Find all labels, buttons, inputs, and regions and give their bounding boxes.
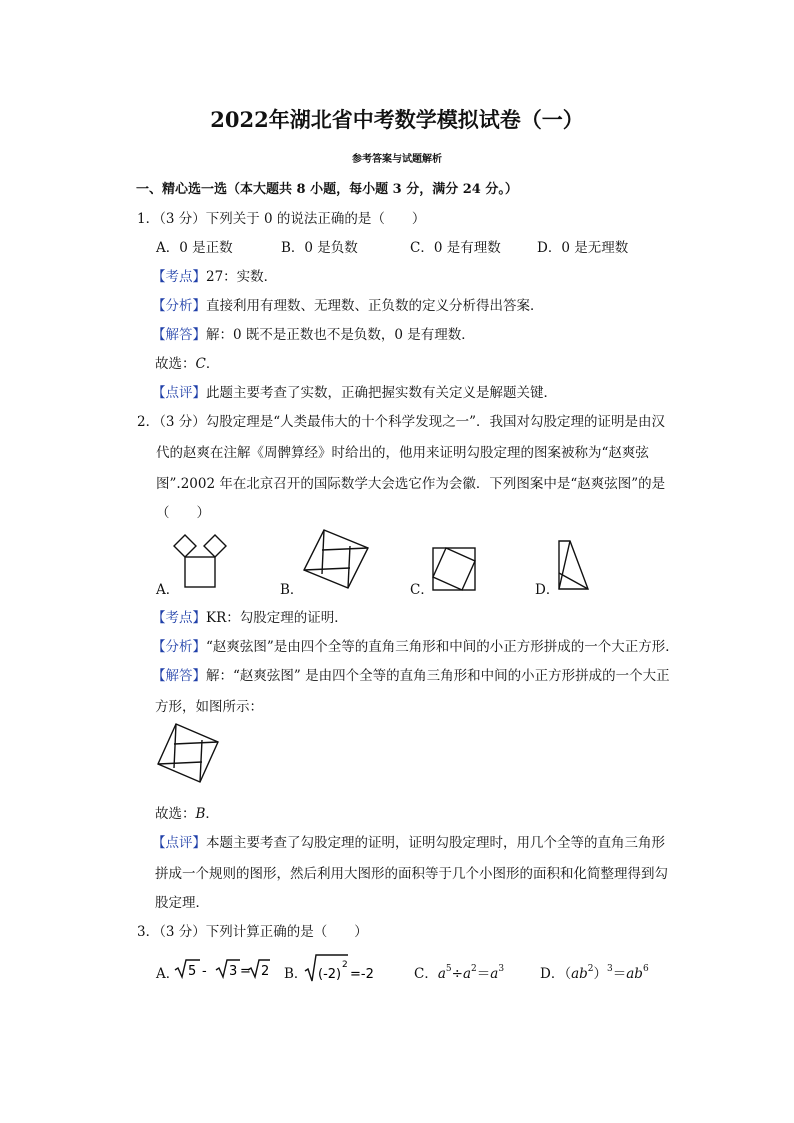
answer-prefix: 故选： (155, 806, 196, 822)
exponent: 3 (498, 964, 505, 974)
figure-option-d (556, 539, 590, 591)
q1-fenxi (152, 294, 544, 314)
q2-option-b-label: B． (280, 582, 304, 598)
q1-dianping (152, 381, 557, 401)
fig-sol-leg (174, 742, 218, 744)
q1-answer (155, 352, 219, 372)
q2-stem-line2: 代的赵爽在注解《周髀算经》时给出的，他用来证明勾股定理的图案被称为“赵爽弦 (156, 445, 649, 461)
q2-stem-line1: 2．（3 分）勾股定理是“人类最伟大的十个科学发现之一”．我国对勾股定理的证明是由汉 (137, 414, 666, 430)
fenxi-text: 直接利用有理数、无理数、正负数的定义分析得出答案． (206, 298, 544, 314)
exponent: 5 (445, 964, 452, 974)
q1-stem: 1．（3 分）下列关于 0 的说法正确的是（ ） (137, 211, 426, 227)
q2-dianping-line3: 股定理． (155, 895, 209, 911)
page-subtitle: 参考答案与试题解析 (352, 154, 442, 165)
fig-b-leg (304, 568, 350, 570)
q2-dianping-line1 (152, 831, 665, 851)
q1-jieda (152, 323, 475, 343)
q2-kaodian (152, 606, 348, 626)
fig-a-base-square (185, 557, 215, 587)
radicand: (-2) (318, 967, 342, 982)
var-a: a (437, 966, 446, 982)
fig-c-outer-square (433, 548, 475, 590)
fig-d-diagonal (559, 573, 588, 589)
radicand: 2 (261, 964, 270, 979)
answer-prefix: 故选： (155, 356, 196, 372)
fig-sol-leg (174, 724, 176, 768)
page-title: 2022年湖北省中考数学模拟试卷（一） (210, 107, 584, 132)
equals-sign: ＝ (612, 966, 627, 982)
q2-option-c-label: C． (410, 582, 434, 598)
answer-letter: C (195, 356, 206, 372)
figure-solution (156, 722, 220, 784)
answer-suffix: ． (205, 806, 219, 822)
section-heading: 一、精心选一选（本大题共 8 小题，每小题 3 分，满分 24 分。） (136, 182, 518, 197)
fig-sol-leg (200, 740, 202, 782)
fig-b-leg (322, 548, 368, 550)
divide-sign: ÷ (451, 966, 463, 982)
fig-sol-outer-square (158, 724, 218, 782)
var-ab: ab (571, 966, 588, 982)
dianping-tag: 【点评】 (152, 385, 206, 401)
dianping-text: 本题主要考查了勾股定理的证明，证明勾股定理时，用几个全等的直角三角形 (206, 835, 665, 851)
q2-stem-line3: 图”.2002 年在北京召开的国际数学大会选它作为会徽．下列图案中是“赵爽弦图”的是 (156, 476, 666, 492)
option-label: D． (540, 966, 565, 982)
fig-a-left-square (174, 535, 196, 557)
fig-d-diagonal (559, 541, 570, 589)
fig-a-right-square (204, 535, 226, 557)
q2-option-d-label: D． (535, 582, 560, 598)
q1-kaodian (152, 265, 277, 285)
option-label: C． (414, 966, 438, 982)
fig-d-outline (559, 541, 588, 589)
equals-sign: ＝ (476, 966, 491, 982)
kaodian-text: 27：实数． (206, 269, 278, 285)
q2-answer (155, 802, 219, 822)
kaodian-tag: 【考点】 (152, 269, 206, 285)
var-a: a (490, 966, 499, 982)
q1-option-c: C．0 是有理数 (410, 240, 501, 256)
q2-dianping-line2: 拼成一个规则的图形，然后利用大图形的面积等于几个小图形的面积和化简整理得到勾 (155, 866, 668, 882)
jieda-text: 解：0 既不是正数也不是负数，0 是有理数． (206, 327, 475, 343)
fig-b-leg (322, 530, 324, 574)
q3-option-c (414, 962, 504, 982)
q3-option-d (540, 962, 649, 982)
minus-sign: - (202, 964, 207, 979)
var-a: a (462, 966, 472, 982)
answer-suffix: ． (205, 356, 220, 372)
figure-option-c (432, 547, 476, 591)
rhs: =-2 (350, 967, 374, 982)
radicand: 3 (229, 964, 238, 979)
kaodian-tag: 【考点】 (152, 610, 206, 626)
paren: ） (593, 966, 608, 982)
q2-stem-line4: （ ） (156, 505, 210, 521)
jieda-tag: 【解答】 (152, 668, 206, 684)
fig-b-outer-square (304, 530, 368, 588)
fig-sol-leg (158, 762, 202, 764)
exponent: 3 (607, 964, 613, 974)
exponent: 2 (342, 960, 348, 970)
figure-option-b (302, 528, 370, 590)
fig-b-leg (348, 546, 350, 588)
q3-option-a-formula (174, 958, 270, 980)
jieda-text: 解：“赵爽弦图” 是由四个全等的直角三角形和中间的小正方形拼成的一个大正 (206, 668, 670, 684)
q1-option-d: D．0 是无理数 (537, 240, 629, 256)
kaodian-text: KR：勾股定理的证明． (206, 610, 348, 626)
q1-option-b: B．0 是负数 (281, 240, 358, 256)
q2-option-a-label: A． (156, 582, 180, 598)
fenxi-tag: 【分析】 (152, 298, 206, 314)
exponent: 2 (471, 964, 477, 974)
q2-fenxi (152, 635, 679, 655)
q2-jieda-line2: 方形，如图所示： (155, 699, 263, 715)
q2-jieda-line1 (152, 664, 670, 684)
radicand: 5 (188, 964, 197, 979)
fenxi-tag: 【分析】 (152, 639, 206, 655)
equals-sign: = (240, 964, 251, 979)
paren: （ (564, 966, 572, 982)
q1-option-a: A．0 是正数 (156, 240, 233, 256)
var-ab: ab (626, 966, 643, 982)
exponent: 2 (587, 964, 594, 974)
jieda-tag: 【解答】 (152, 327, 206, 343)
answer-letter: B (195, 806, 206, 822)
fig-c-inner-square (433, 548, 475, 590)
q3-stem: 3．（3 分）下列计算正确的是（ ） (137, 924, 368, 940)
q3-option-b-formula (304, 953, 384, 983)
dianping-text: 此题主要考查了实数，正确把握实数有关定义是解题关键． (206, 385, 557, 401)
exponent: 6 (642, 964, 649, 974)
q3-option-a-label: A． (156, 966, 180, 982)
fenxi-text: “赵爽弦图”是由四个全等的直角三角形和中间的小正方形拼成的一个大正方形． (206, 639, 679, 655)
q3-option-b-label: B． (284, 966, 308, 982)
dianping-tag: 【点评】 (152, 835, 206, 851)
